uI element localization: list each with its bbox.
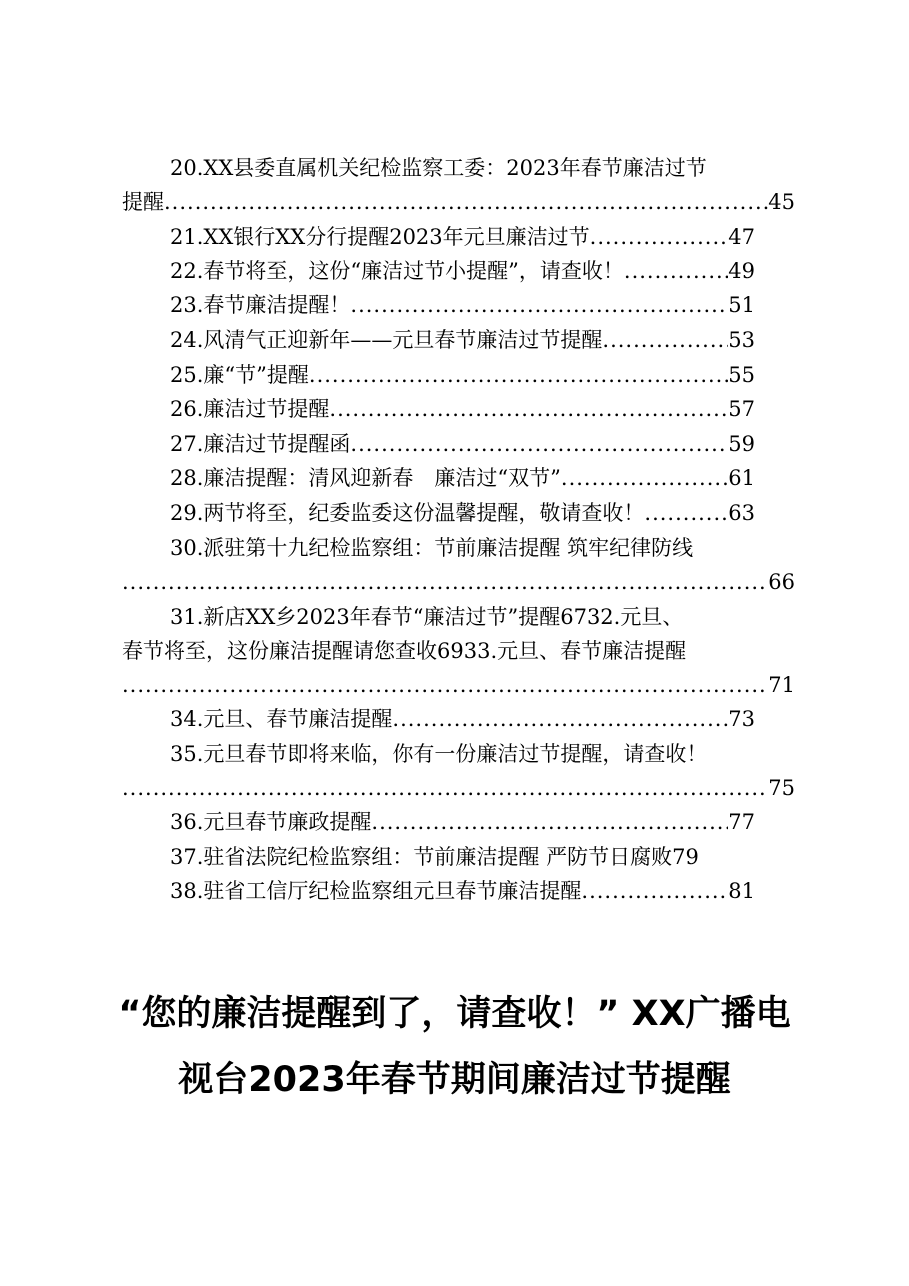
toc-page-number: 71 (768, 673, 795, 697)
toc-entry-title: 春节廉洁提醒！ (203, 293, 351, 317)
toc-page-number: 55 (728, 363, 755, 387)
toc-page-number: 77 (728, 810, 755, 834)
leader-dots (164, 188, 768, 216)
toc-entry-21[interactable] (170, 223, 755, 251)
toc-entry-number: 24. (170, 328, 204, 352)
leader-dots (329, 395, 728, 423)
toc-entry-30-line2[interactable] (122, 568, 795, 596)
toc-entry-title: 风清气正迎新年——元旦春节廉洁过节提醒 (203, 328, 603, 352)
toc-entry-number: 34. (170, 707, 204, 731)
toc-entry-29[interactable] (170, 499, 755, 527)
toc-entry-31-line2[interactable] (122, 637, 795, 665)
leader-dots (371, 808, 728, 836)
toc-entry-number: 23. (170, 293, 204, 317)
toc-entry-title: 廉洁过节提醒 (203, 397, 330, 421)
toc-page-number: 75 (768, 776, 795, 800)
toc-entry-title: 元旦、春节廉洁提醒 (203, 707, 393, 731)
toc-entry-title: XX县委直属机关纪检监察工委：2023年春节廉洁过节 (203, 156, 707, 180)
toc-page-number: 59 (728, 432, 755, 456)
toc-entry-number: 36. (170, 810, 204, 834)
toc-page-number: 49 (728, 259, 755, 283)
toc-entry-title: 派驻第十九纪检监察组：节前廉洁提醒 筑牢纪律防线 (203, 536, 694, 560)
toc-page-number: 66 (768, 570, 795, 594)
toc-entry-title-cont: 提醒 (122, 190, 164, 214)
toc-entry-23[interactable] (170, 291, 755, 319)
leader-dots (122, 568, 768, 596)
leader-dots (561, 464, 728, 492)
toc-entry-number: 29. (170, 501, 204, 525)
leader-dots (602, 326, 728, 354)
toc-entry-number: 27. (170, 432, 204, 456)
toc-entry-25[interactable] (170, 361, 755, 389)
leader-dots (350, 291, 728, 319)
toc-entry-27[interactable] (170, 430, 755, 458)
toc-entry-38[interactable] (170, 877, 755, 905)
toc-entry-22[interactable] (170, 257, 755, 285)
toc-entry-30-line1[interactable] (170, 534, 795, 562)
leader-dots (309, 361, 728, 389)
toc-entry-title: XX银行XX分行提醒2023年元旦廉洁过节 (203, 225, 590, 249)
leader-dots (122, 774, 768, 802)
toc-page-number: 45 (768, 190, 795, 214)
toc-entry-number: 38. (170, 879, 204, 903)
toc-entry-title: 元旦春节廉政提醒 (203, 810, 372, 834)
leader-dots (392, 705, 728, 733)
leader-dots (350, 430, 728, 458)
toc-entry-number: 37. (170, 845, 204, 869)
toc-entry-number: 25. (170, 363, 204, 387)
toc-entry-title: 春节将至，这份“廉洁过节小提醒”，请查收！ (203, 259, 624, 283)
toc-entry-number: 35. (170, 742, 204, 766)
toc-entry-title: 驻省法院纪检监察组：节前廉洁提醒 严防节日腐败 (203, 845, 673, 869)
toc-entry-31-line1[interactable] (170, 603, 795, 631)
toc-entry-title: 廉“节”提醒 (203, 363, 309, 387)
toc-entry-number: 28. (170, 466, 204, 490)
toc-entry-number: 20. (170, 156, 204, 180)
toc-entry-title-cont: 春节将至，这份廉洁提醒请您查收6933.元旦、春节廉洁提醒 (122, 639, 687, 663)
leader-dots (590, 223, 729, 251)
toc-entry-24[interactable] (170, 326, 755, 354)
section-heading-line2: 视台2023年春节期间廉洁过节提醒 (178, 1060, 731, 1100)
toc-entry-number: 26. (170, 397, 204, 421)
toc-entry-37[interactable] (170, 843, 795, 871)
toc-entry-20-line1[interactable] (170, 154, 795, 182)
toc-entry-35-line2[interactable] (122, 774, 795, 802)
section-heading-line1: “您的廉洁提醒到了，请查收！” XX广播电 (118, 994, 791, 1034)
toc-page-number: 73 (728, 707, 755, 731)
leader-dots (624, 257, 728, 285)
toc-entry-35-line1[interactable] (170, 740, 795, 768)
toc-entry-number: 22. (170, 259, 204, 283)
toc-entry-title: 廉洁过节提醒函 (203, 432, 351, 456)
toc-entry-20-line2[interactable] (122, 188, 795, 216)
toc-entry-title: 元旦春节即将来临，你有一份廉洁过节提醒，请查收！ (203, 742, 708, 766)
leader-dots (122, 671, 768, 699)
leader-dots (644, 499, 728, 527)
toc-page-number: 57 (728, 397, 755, 421)
toc-page-number: 47 (728, 225, 755, 249)
toc-entry-title: 廉洁提醒：清风迎新春 廉洁过“双节” (203, 466, 561, 490)
toc-entry-28[interactable] (170, 464, 755, 492)
toc-entry-26[interactable] (170, 395, 755, 423)
toc-entry-number: 31. (170, 605, 204, 629)
leader-dots (581, 877, 728, 905)
toc-entry-36[interactable] (170, 808, 755, 836)
toc-page-number: 51 (728, 293, 755, 317)
toc-entry-31-line3[interactable] (122, 671, 795, 699)
toc-entry-number: 30. (170, 536, 204, 560)
toc-page-number: 63 (728, 501, 755, 525)
toc-page-number: 61 (728, 466, 755, 490)
toc-entry-title: 驻省工信厅纪检监察组元旦春节廉洁提醒 (203, 879, 582, 903)
toc-page-number: 81 (728, 879, 755, 903)
toc-page-number: 79 (672, 845, 699, 869)
toc-entry-title: 新店XX乡2023年春节“廉洁过节”提醒6732.元旦、 (203, 605, 684, 629)
toc-entry-number: 21. (170, 225, 204, 249)
toc-entry-34[interactable] (170, 705, 755, 733)
toc-entry-title: 两节将至，纪委监委这份温馨提醒，敬请查收！ (203, 501, 645, 525)
toc-page-number: 53 (728, 328, 755, 352)
